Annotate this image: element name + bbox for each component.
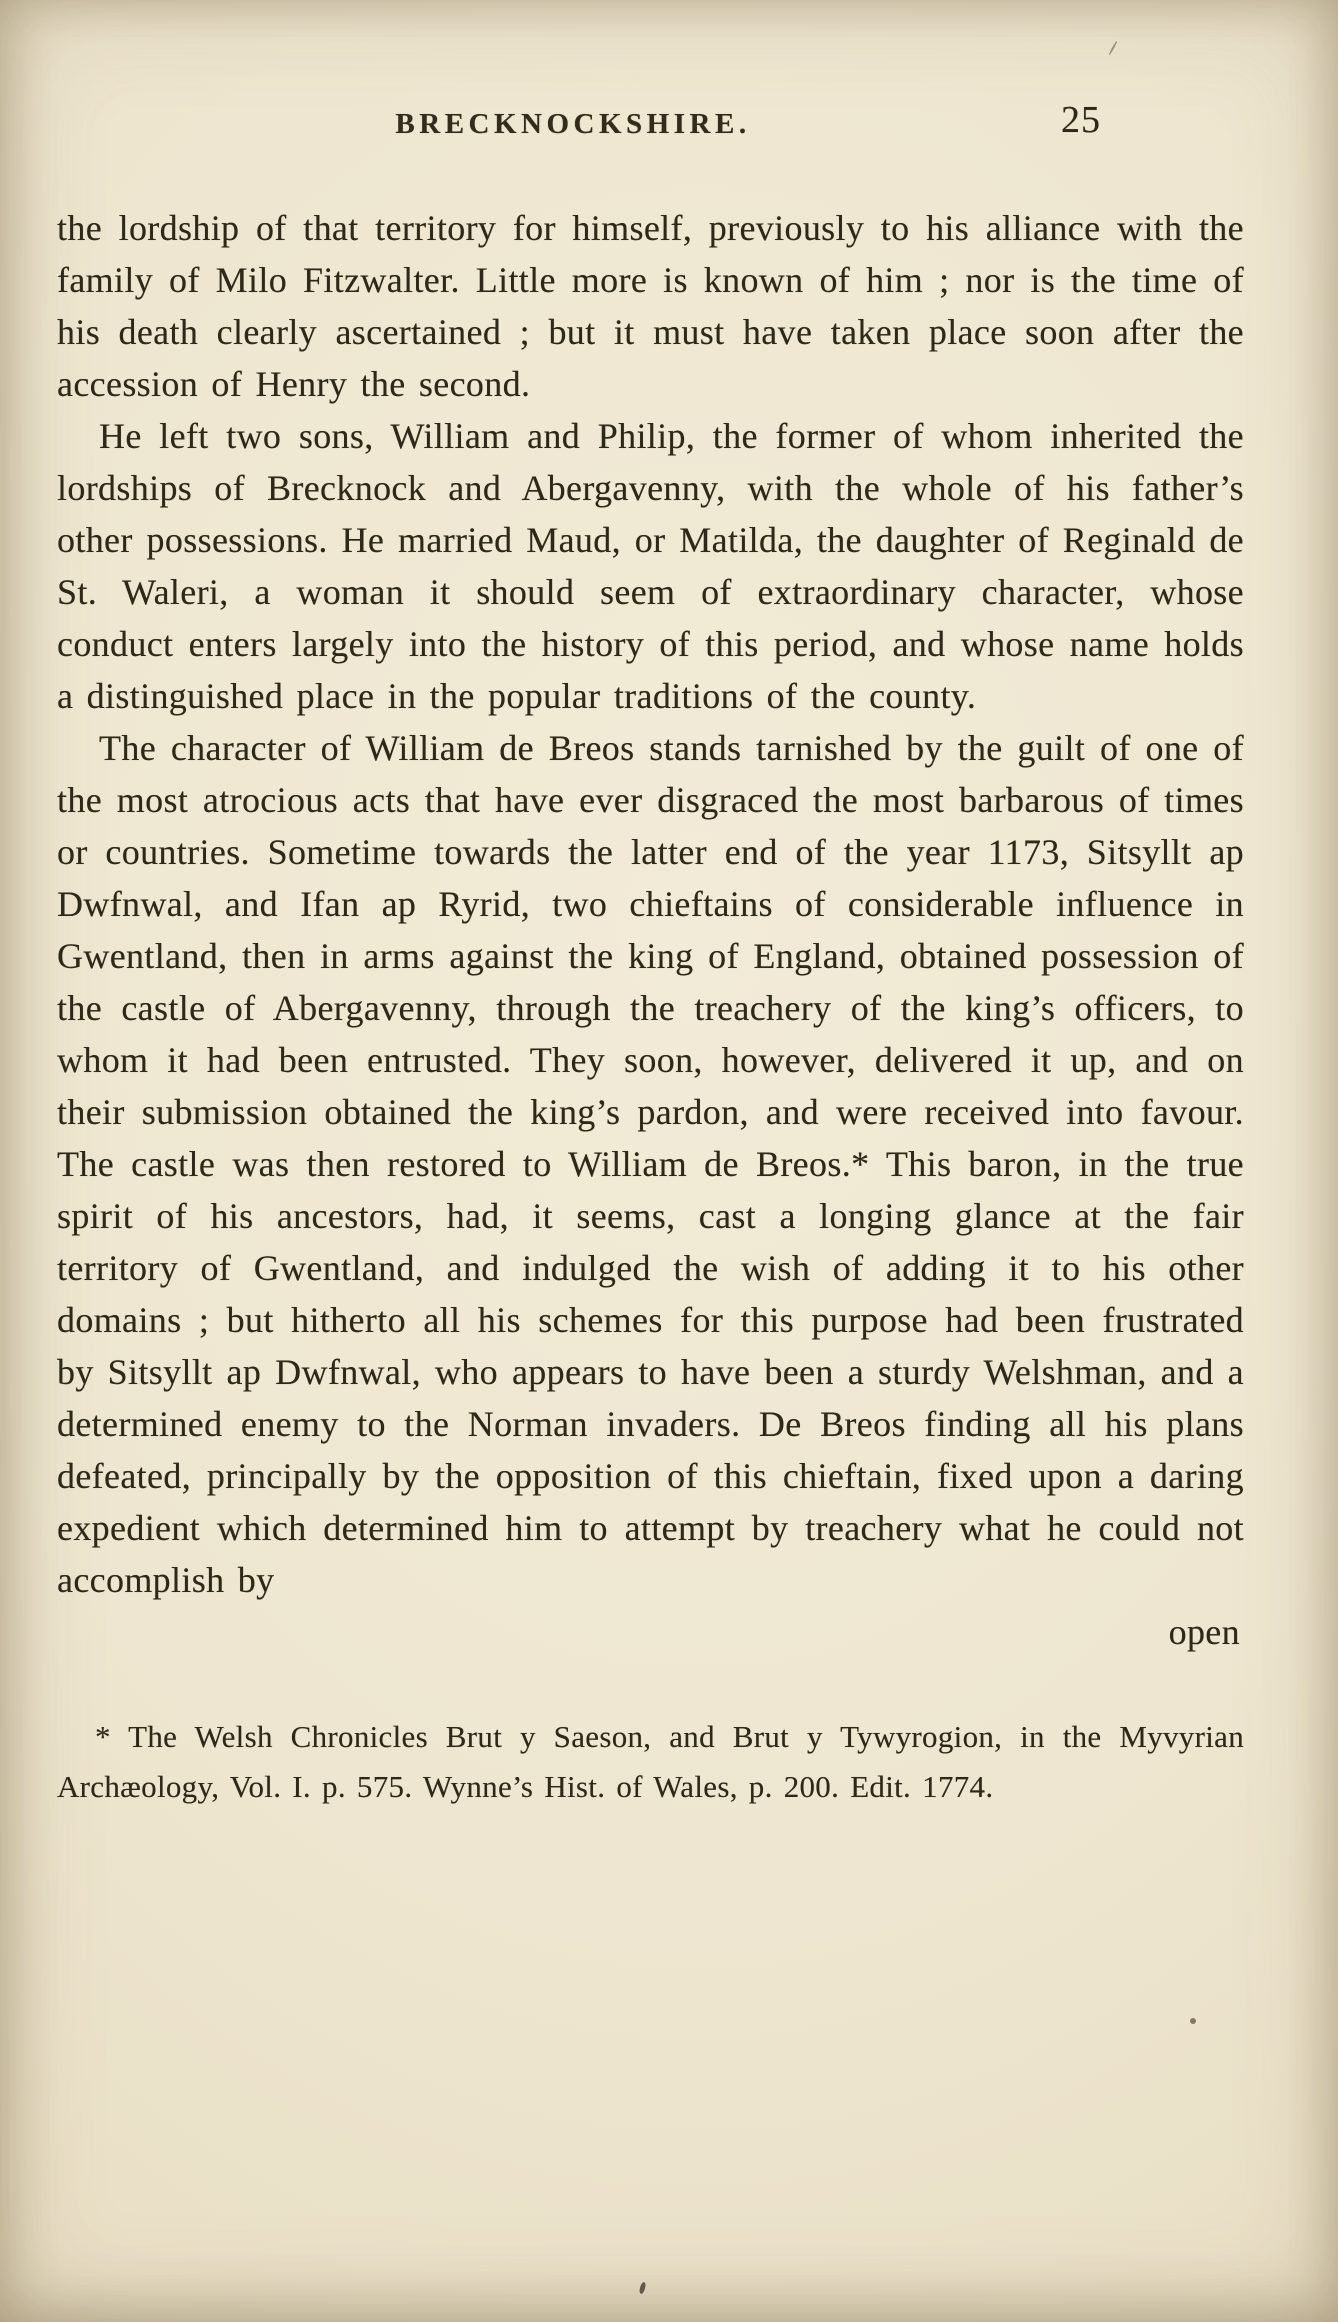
catchword: open: [1168, 1612, 1240, 1652]
page-header: [57, 99, 1244, 152]
scan-artifact: [1190, 2018, 1196, 2024]
page-number: 25: [1061, 99, 1101, 141]
page-body: [57, 202, 1244, 1658]
scan-artifact: [639, 2282, 646, 2295]
paragraph: He left two sons, William and Philip, the former of whom inherited the lordships of Brecknock and Abergavenny, with the whole of his father’s other possessions. He married Maud, or Matilda, the daughter of Reginald de St. Waleri, a woman it should seem of extraordinary character, whose conduct enters largely into the history of this period, and whose name holds a distinguished place in the popular traditions of the county.: [57, 416, 1244, 716]
paragraph: The character of William de Breos stands tarnished by the guilt of one of the most atrocious acts that have ever disgraced the most barbarous of times or countries. Sometime towards the latter end of the year 1173, Sitsyllt ap Dwfnwal, and Ifan ap Ryrid, two chieftains of considerable influence in Gwentland, then in arms against the king of England, obtained possession of the castle of Abergavenny, through the treachery of the king’s officers, to whom it had been entrusted. They soon, however, delivered it up, and on their submission obtained the king’s pardon, and were received into favour. The castle was then restored to William de Breos.* This baron, in the true spirit of his ancestors, had, it seems, cast a longing glance at the fair territory of Gwentland, and indulged the wish of adding it to his other domains ; but hitherto all his schemes for this purpose had been frustrated by Sitsyllt ap Dwfnwal, who appears to have been a sturdy Welshman, and a determined enemy to the Norman invaders. De Breos finding all his plans defeated, principally by the opposition of this chieftain, fixed upon a daring expedient which determined him to attempt by treachery what he could not accomplish by: [57, 728, 1244, 1600]
paragraph-continuation: the lordship of that territory for himself, previously to his alliance with the family of Milo Fitzwalter. Little more is known of him ; nor is the time of his death clearly ascertained ; but it must have taken place soon after the accession of Henry the second.: [57, 208, 1244, 404]
footnote: * The Welsh Chronicles Brut y Saeson, and Brut y Tywyrogion, in the Myvyrian Archæology, Vol. I. p. 575. Wynne’s Hist. of Wales, p. 200. Edit. 1774.: [57, 1719, 1244, 1804]
running-title: BRECKNOCKSHIRE.: [395, 108, 751, 140]
